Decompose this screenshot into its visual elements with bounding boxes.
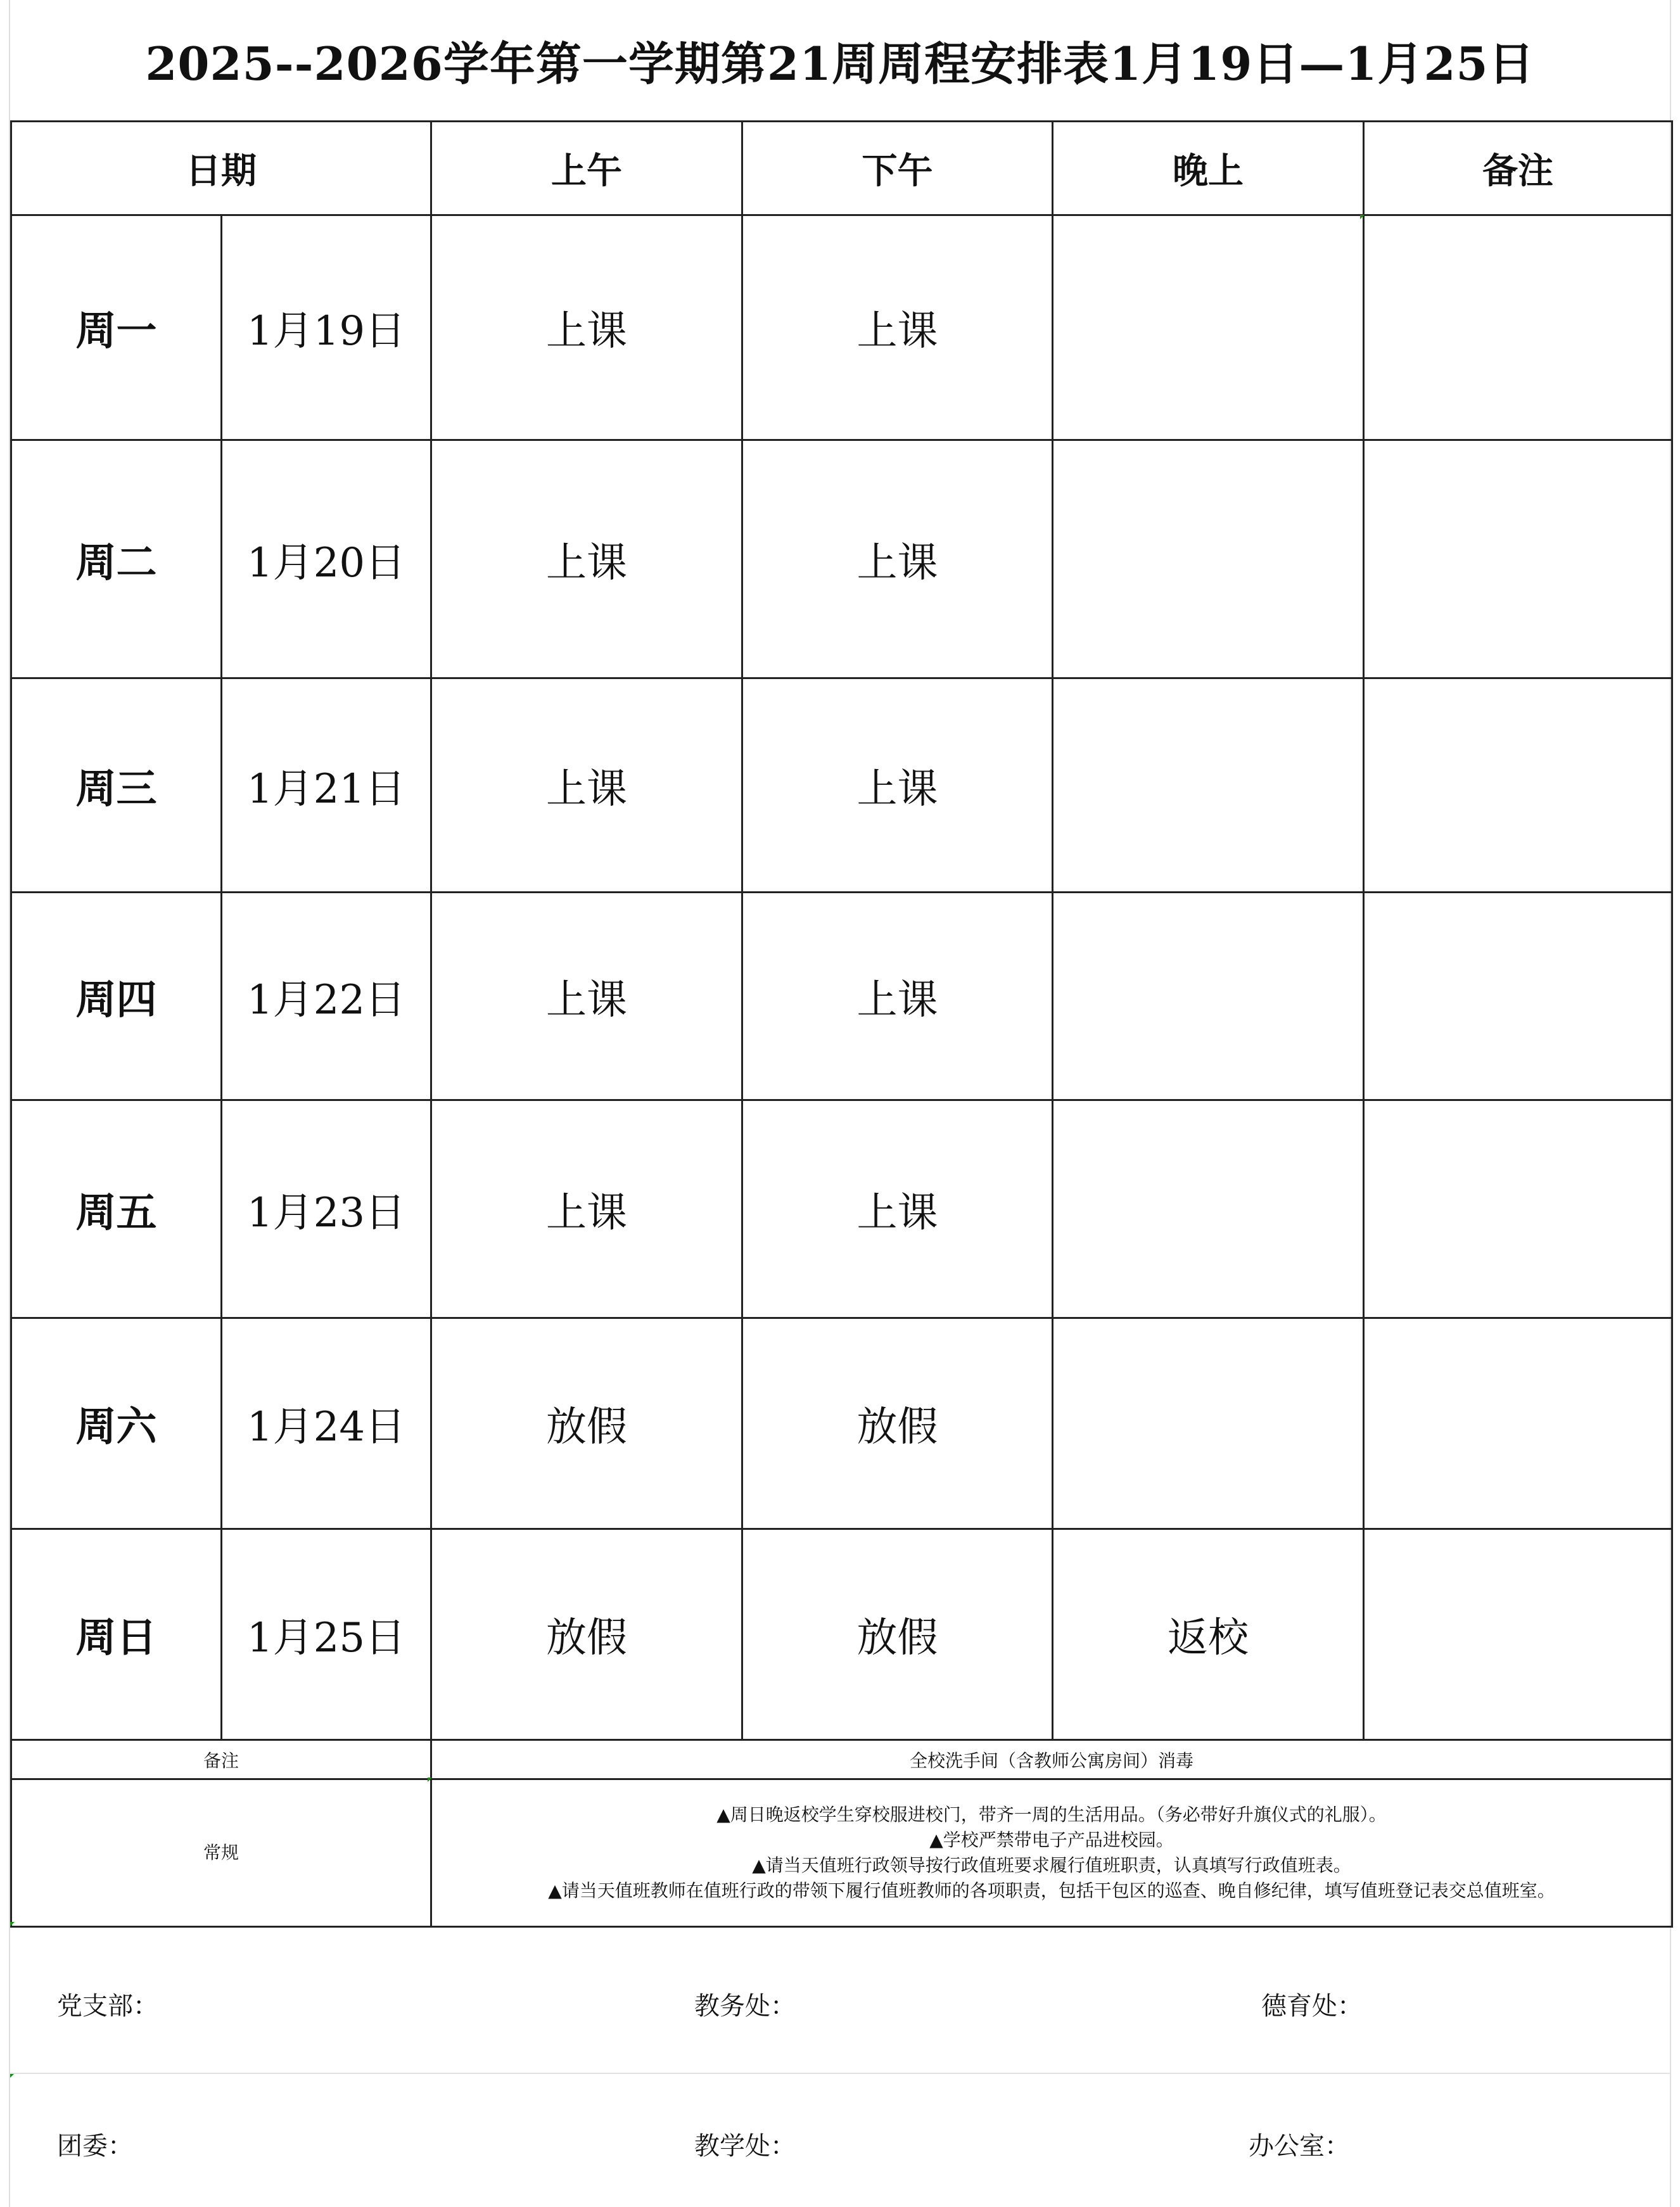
remarks-cell: [1364, 1318, 1672, 1529]
weekday-cell: 周日: [11, 1529, 222, 1740]
evening-cell: 返校: [1053, 1529, 1364, 1740]
weekday-cell: 周三: [11, 678, 222, 893]
signature-teaching: 教学处：: [694, 2132, 796, 2161]
table-row: [11, 215, 1672, 440]
afternoon-cell: 放假: [742, 1529, 1053, 1740]
afternoon-cell: 上课: [742, 215, 1053, 440]
date-cell: 1月24日: [222, 1318, 431, 1529]
note-text: 全校洗手间（含教师公寓房间）消毒: [431, 1740, 1672, 1779]
weekday-cell: 周五: [11, 1100, 222, 1318]
cell-comment-marker: [10, 1922, 15, 1926]
remarks-cell: [1364, 1100, 1672, 1318]
date-cell: 1月20日: [222, 440, 431, 678]
routine-label: 常规: [11, 1779, 431, 1927]
remarks-cell: [1364, 678, 1672, 893]
table-row: [11, 893, 1672, 1100]
signature-party: 党支部：: [57, 1992, 158, 2021]
date-cell: 1月23日: [222, 1100, 431, 1318]
signature-youth-league: 团委：: [57, 2132, 133, 2161]
weekday-cell: 周一: [11, 215, 222, 440]
evening-cell: [1053, 1318, 1364, 1529]
routine-line: ▲学校严禁带电子产品进校园。: [929, 1829, 1174, 1850]
remarks-cell: [1364, 893, 1672, 1100]
routine-line: ▲请当天值班行政领导按行政值班要求履行值班职责，认真填写行政值班表。: [752, 1855, 1351, 1876]
header-afternoon: 下午: [742, 122, 1053, 215]
routine-line: ▲周日晚返校学生穿校服进校门，带齐一周的生活用品。（务必带好升旗仪式的礼服）。: [716, 1804, 1387, 1825]
afternoon-cell: 放假: [742, 1318, 1053, 1529]
remarks-cell: [1364, 440, 1672, 678]
table-row: [11, 1529, 1672, 1740]
header-date: 日期: [11, 122, 431, 215]
afternoon-cell: 上课: [742, 1100, 1053, 1318]
morning-cell: 放假: [431, 1529, 742, 1740]
evening-cell: [1053, 215, 1364, 440]
signature-academic-affairs: 教务处：: [694, 1992, 796, 2021]
morning-cell: 上课: [431, 440, 742, 678]
weekday-cell: 周四: [11, 893, 222, 1100]
morning-cell: 上课: [431, 893, 742, 1100]
morning-cell: 上课: [431, 1100, 742, 1318]
date-cell: 1月21日: [222, 678, 431, 893]
header-evening: 晚上: [1053, 122, 1364, 215]
table-row: [11, 1100, 1672, 1318]
evening-cell: [1053, 1100, 1364, 1318]
weekday-cell: 周二: [11, 440, 222, 678]
page-title: 2025--2026学年第一学期第21周周程安排表1月19日—1月25日: [145, 37, 1535, 91]
table-row: [11, 440, 1672, 678]
evening-cell: [1053, 440, 1364, 678]
evening-cell: [1053, 893, 1364, 1100]
cell-comment-marker: [1360, 215, 1365, 219]
routine-line: ▲请当天值班教师在值班行政的带领下履行值班教师的各项职责，包括干包区的巡查、晚自修纪律，填写值班登记表交总值班室。: [548, 1880, 1555, 1901]
signature-moral-education: 德育处：: [1261, 1992, 1363, 2021]
cell-comment-marker: [428, 1778, 432, 1782]
remarks-cell: [1364, 1529, 1672, 1740]
divider: [10, 2073, 1671, 2074]
table-row: [11, 1318, 1672, 1529]
routine-row: [11, 1779, 1672, 1927]
date-cell: 1月25日: [222, 1529, 431, 1740]
afternoon-cell: 上课: [742, 678, 1053, 893]
header-morning: 上午: [431, 122, 742, 215]
cell-comment-marker: [10, 2073, 15, 2078]
note-label: 备注: [11, 1740, 431, 1779]
morning-cell: 上课: [431, 678, 742, 893]
morning-cell: 上课: [431, 215, 742, 440]
morning-cell: 放假: [431, 1318, 742, 1529]
signature-office: 办公室：: [1249, 2132, 1350, 2161]
evening-cell: [1053, 678, 1364, 893]
date-cell: 1月22日: [222, 893, 431, 1100]
schedule-table: [10, 120, 1673, 1928]
routine-lines: [431, 1779, 1672, 1927]
header-row: [11, 122, 1672, 215]
header-remarks: 备注: [1364, 122, 1672, 215]
afternoon-cell: 上课: [742, 440, 1053, 678]
remarks-cell: [1364, 215, 1672, 440]
table-row: [11, 678, 1672, 893]
afternoon-cell: 上课: [742, 893, 1053, 1100]
weekday-cell: 周六: [11, 1318, 222, 1529]
date-cell: 1月19日: [222, 215, 431, 440]
note-row: [11, 1740, 1672, 1779]
